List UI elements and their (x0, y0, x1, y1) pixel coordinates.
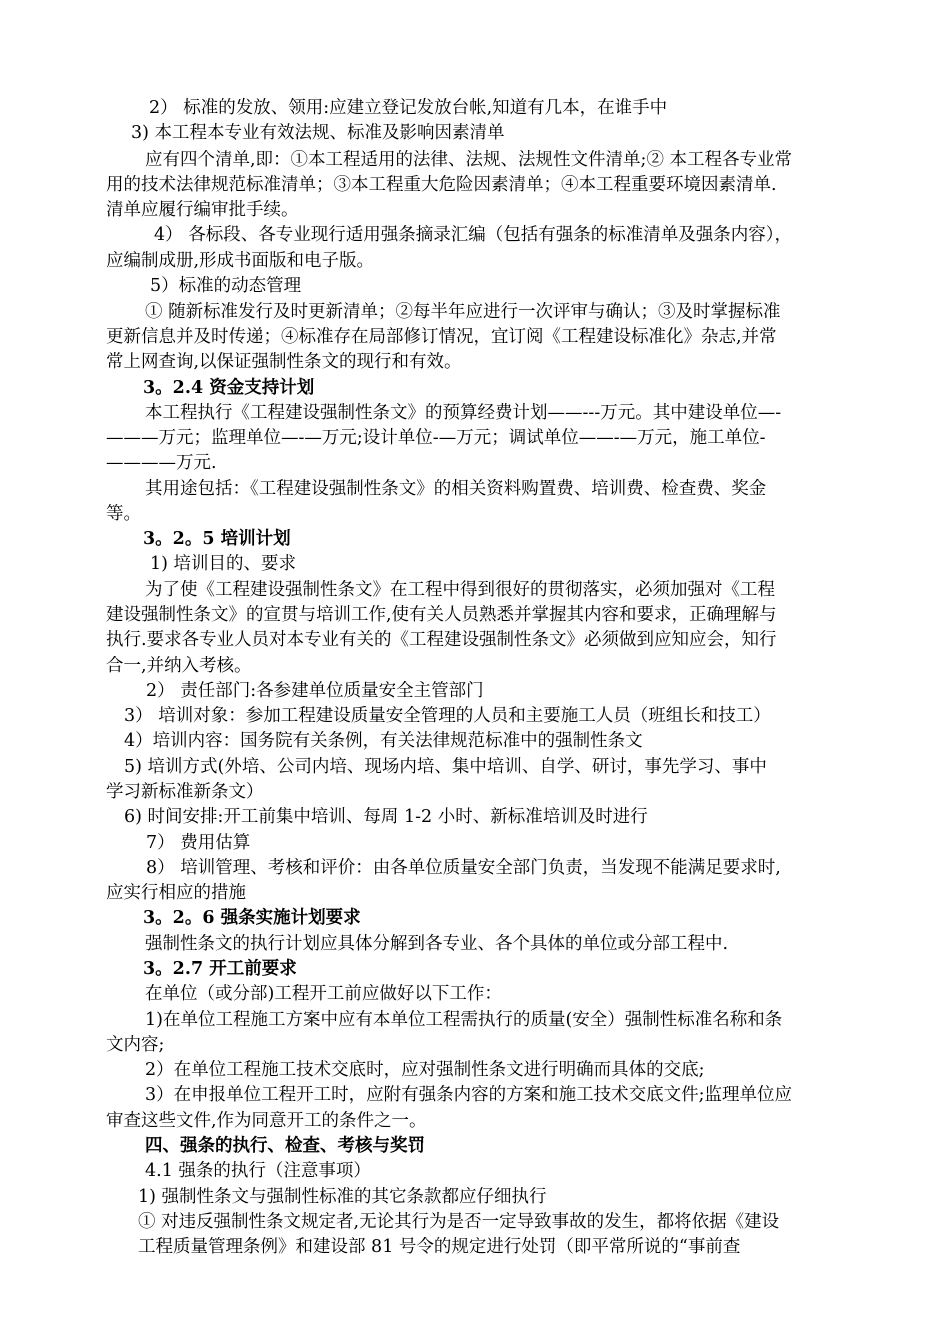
text-line: 合一,并纳入考核。 (106, 656, 252, 676)
text-line: 5) 培训方式(外培、公司内培、现场内培、集中培训、自学、研讨，事先学习、事中 (124, 757, 767, 777)
text-line: 在单位（或分部)工程开工前应做好以下工作： (145, 984, 502, 1004)
text-line: 6) 时间安排:开工前集中培训、每周 1-2 小时、新标准培训及时进行 (124, 807, 648, 827)
text-line: ① 对违反强制性条文规定者,无论其行为是否一定导致事故的发生，都将依据《建设 (138, 1212, 780, 1232)
text-line: 2）在单位工程施工技术交底时，应对强制性条文进行明确而具体的交底; (145, 1060, 705, 1080)
text-line: 应有四个清单,即：①本工程适用的法律、法规、法规性文件清单;② 本工程各专业常 (145, 150, 793, 170)
section-heading: 3。2。6 强条实施计划要求 (143, 908, 361, 928)
text-line: 7） 费用估算 (146, 833, 251, 853)
text-line: 其用途包括：《工程建设强制性条文》的相关资料购置费、培训费、检查费、奖金 (145, 479, 767, 499)
text-line: 3） 培训对象：参加工程建设质量安全管理的人员和主要施工人员（班组长和技工） (124, 706, 771, 726)
text-line: 4）培训内容：国务院有关条例，有关法律规范标准中的强制性条文 (124, 731, 643, 751)
text-line: 4.1 强条的执行（注意事项） (145, 1161, 371, 1181)
text-line: 为了使《工程建设强制性条文》在工程中得到很好的贯彻落实，必须加强对《工程 (145, 580, 775, 600)
text-line: 建设强制性条文》的宣贯与培训工作,使有关人员熟悉并掌握其内容和要求，正确理解与 (106, 605, 777, 625)
text-line: 4） 各标段、各专业现行适用强条摘录汇编（包括有强条的标准清单及强条内容）， (154, 225, 792, 245)
section-heading: 3。2。5 培训计划 (143, 529, 291, 549)
text-line: 2） 责任部门:各参建单位质量安全主管部门 (146, 681, 484, 701)
text-line: 学习新标准新条文） (106, 782, 264, 802)
chapter-heading: 四、强条的执行、检查、考核与奖罚 (145, 1136, 425, 1156)
text-line: 更新信息并及时传递；④标准存在局部修订情况，宜订阅《工程建设标准化》杂志,并常 (106, 327, 777, 347)
text-line: 文内容; (106, 1035, 165, 1055)
text-line: 工程质量管理条例》和建设部 81 号令的规定进行处罚（即平常所说的“事前查 (138, 1237, 741, 1257)
text-line: 1) 培训目的、要求 (150, 554, 297, 574)
text-line: ————万元. (106, 453, 217, 473)
text-line: ① 随新标准发行及时更新清单；②每半年应进行一次评审与确认；③及时掌握标准 (145, 302, 781, 322)
text-line: 3）在申报单位工程开工时，应附有强条内容的方案和施工技术交底文件;监理单位应 (145, 1085, 793, 1105)
text-line: 用的技术法律规范标准清单；③本工程重大危险因素清单；④本工程重要环境因素清单. (106, 175, 777, 195)
text-line: 常上网查询,以保证强制性条文的现行和有效。 (106, 352, 462, 372)
section-heading: 3。2.4 资金支持计划 (143, 378, 315, 398)
text-line: 应实行相应的措施 (106, 883, 246, 903)
text-line: 等。 (106, 504, 141, 524)
text-line: 3) 本工程本专业有效法规、标准及影响因素清单 (131, 123, 505, 143)
text-line: 清单应履行编审批手续。 (106, 200, 299, 220)
text-line: 强制性条文的执行计划应具体分解到各专业、各个具体的单位或分部工程中. (145, 934, 729, 954)
text-line: 1) 强制性条文与强制性标准的其它条款都应仔细执行 (138, 1187, 547, 1207)
text-line: 执行.要求各专业人员对本专业有关的《工程建设强制性条文》必须做到应知应会，知行 (106, 630, 777, 650)
text-line: 2） 标准的发放、领用:应建立登记发放台帐,知道有几本，在谁手中 (149, 98, 668, 118)
text-line: 8） 培训管理、考核和评价：由各单位质量安全部门负责，当发现不能满足要求时, (146, 858, 781, 878)
text-line: ———万元；监理单位—-—万元;设计单位-—万元；调试单位——-—万元，施工单位- (106, 428, 766, 448)
text-line: 应编制成册,形成书面版和电子版。 (106, 251, 375, 271)
text-line: 本工程执行《工程建设强制性条文》的预算经费计划——---万元。其中建设单位—- (145, 403, 782, 423)
text-line: 审查这些文件,作为同意开工的条件之一。 (106, 1111, 427, 1131)
section-heading: 3。2.7 开工前要求 (143, 959, 297, 979)
text-line: 1)在单位工程施工方案中应有本单位工程需执行的质量(安全）强制性标准名称和条 (145, 1010, 783, 1030)
text-line: 5）标准的动态管理 (150, 276, 302, 296)
